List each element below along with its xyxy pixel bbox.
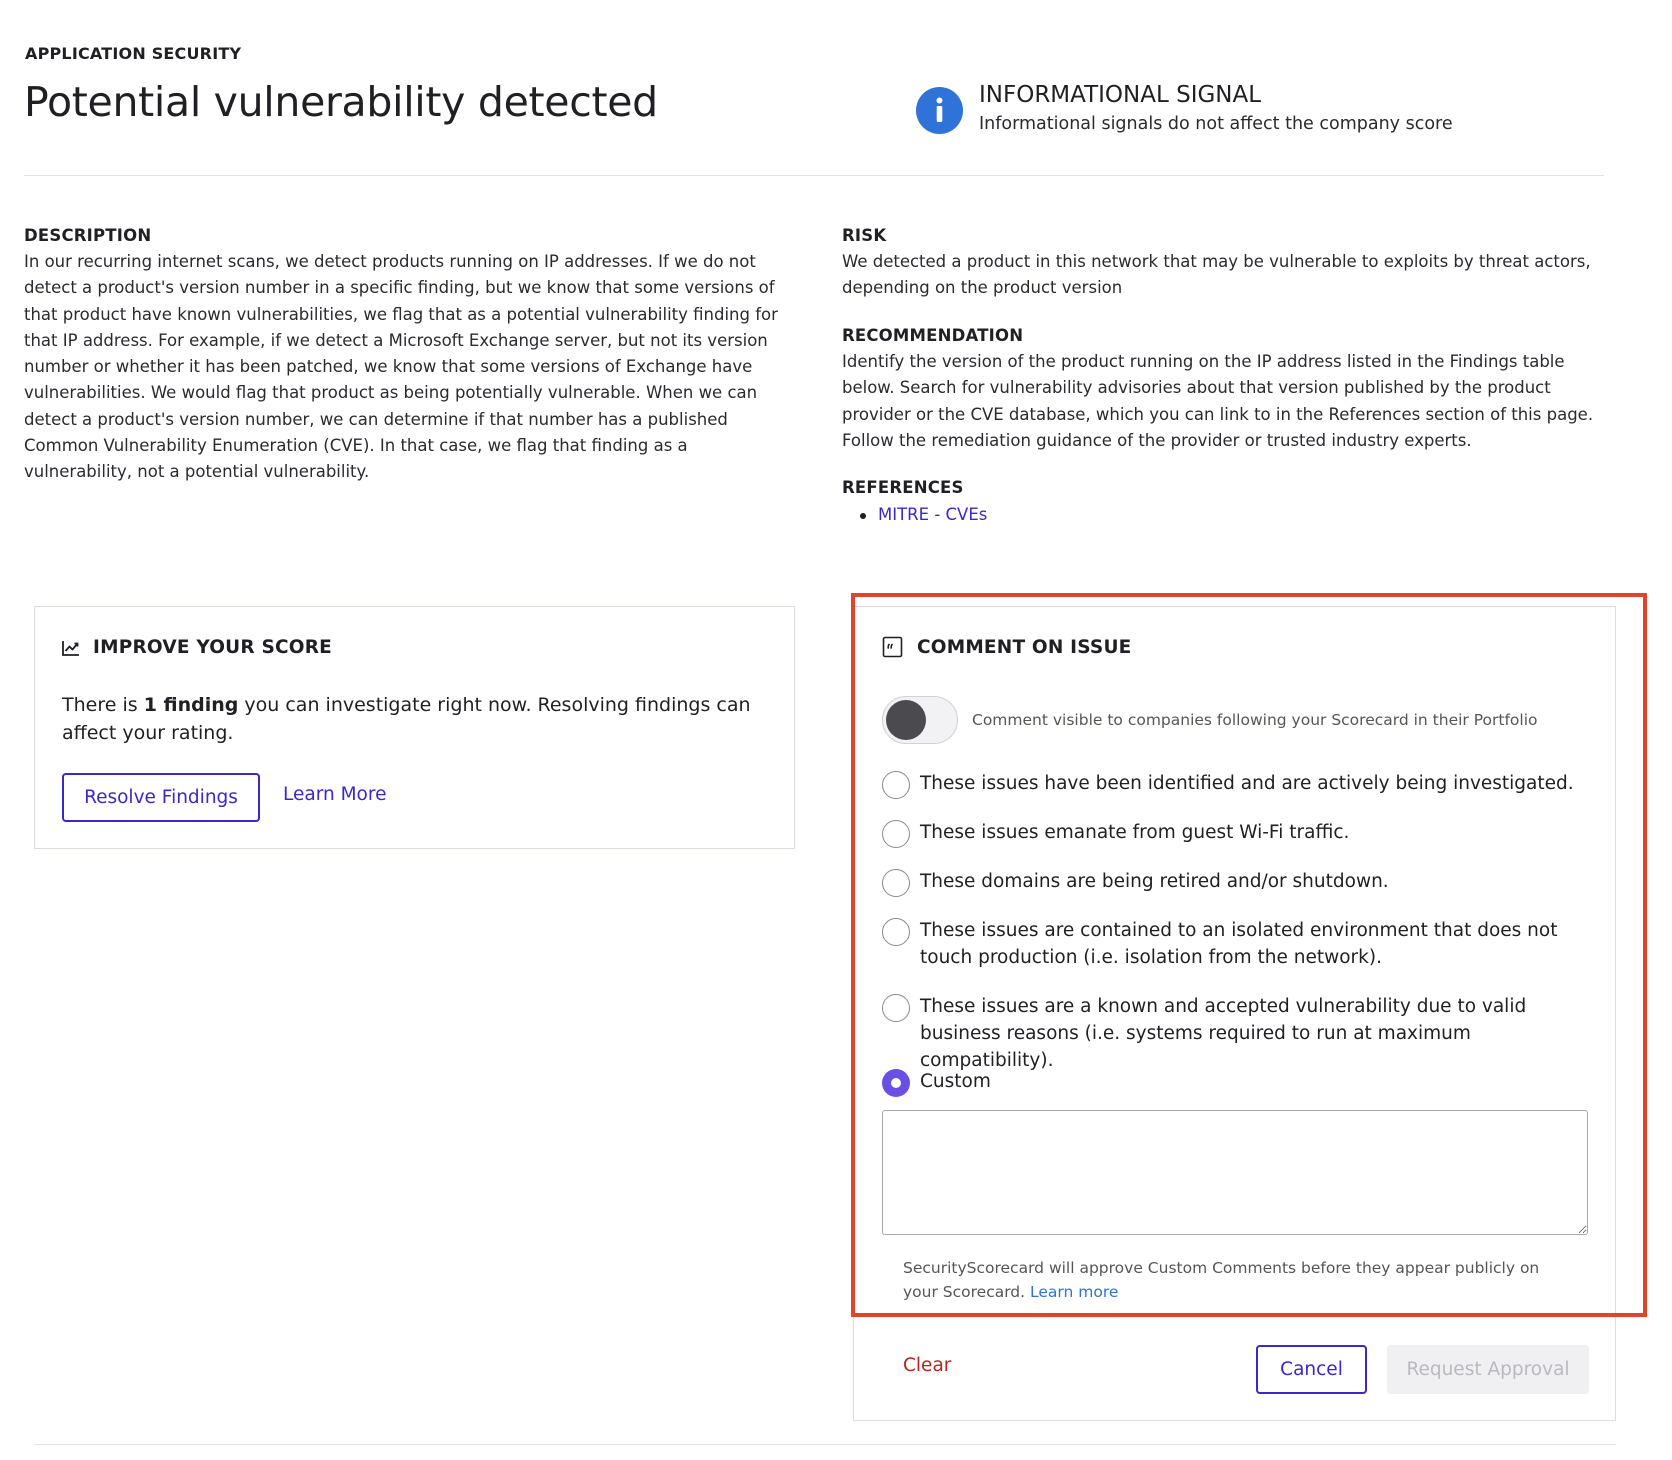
- improve-text-after: you can investigate right now. Resolving findings can affect your rating.: [62, 694, 751, 744]
- note-text: SecurityScorecard will approve Custom Comments before they appear publicly on your Scorecard.: [903, 1259, 1540, 1301]
- recommendation-heading: RECOMMENDATION: [842, 326, 1024, 345]
- visibility-toggle[interactable]: [882, 696, 958, 744]
- comment-option-label: These issues have been identified and are actively being investigated.: [920, 773, 1574, 794]
- custom-comment-input[interactable]: [882, 1110, 1588, 1235]
- risk-section: [842, 226, 1612, 302]
- comment-heading: COMMENT ON ISSUE: [917, 636, 1132, 658]
- description-section: [24, 226, 794, 486]
- page-category: APPLICATION SECURITY: [25, 44, 242, 63]
- radio-button[interactable]: [882, 820, 910, 848]
- resolve-findings-button[interactable]: Resolve Findings: [62, 773, 260, 822]
- comment-option-guest-wifi[interactable]: [882, 820, 1349, 848]
- recommendation-text: Identify the version of the product running on the IP address listed in the Findings table below. Search for vulnerability advisories about that version published by the product provider or the CVE database, which you can link to in the References section of this page. Follow the remediation guidance of the provider or trusted industry experts.: [842, 352, 1594, 450]
- risk-text: We detected a product in this network that may be vulnerable to exploits by threat actors, depending on the product version: [842, 252, 1591, 298]
- cancel-button[interactable]: Cancel: [1256, 1345, 1367, 1394]
- comment-option-custom[interactable]: [882, 1069, 991, 1097]
- request-approval-button[interactable]: Request Approval: [1387, 1345, 1589, 1394]
- references-heading: REFERENCES: [842, 478, 964, 497]
- footer-divider: [34, 1444, 1616, 1445]
- trend-chart-icon: [61, 639, 81, 657]
- visibility-toggle-label: Comment visible to companies following your Scorecard in their Portfolio: [972, 711, 1538, 729]
- improve-text-before: There is: [62, 694, 144, 716]
- signal-subtitle: Informational signals do not affect the company score: [979, 114, 1453, 134]
- header-divider: [24, 175, 1604, 176]
- comment-header: [882, 636, 1132, 658]
- comment-option-label: These issues emanate from guest Wi-Fi traffic.: [920, 822, 1350, 843]
- comment-option-accepted-risk[interactable]: [882, 994, 1592, 1074]
- finding-count: 1 finding: [143, 694, 239, 716]
- risk-heading: RISK: [842, 226, 887, 245]
- comment-option-label: These issues are a known and accepted vulnerability due to valid business reasons (i.e. systems required to run at maximum compatibility).: [920, 996, 1527, 1071]
- radio-button-selected[interactable]: [882, 1069, 910, 1097]
- comment-option-label: Custom: [920, 1071, 991, 1092]
- improve-score-text: [62, 691, 762, 747]
- improve-score-card: [34, 606, 795, 849]
- reference-item: [878, 503, 1612, 527]
- reference-link-mitre[interactable]: MITRE - CVEs: [878, 505, 988, 524]
- visibility-toggle-row: [882, 696, 1538, 744]
- comment-option-label: These issues are contained to an isolated environment that does not touch production (i.e. isolation from the network).: [920, 920, 1558, 968]
- improve-score-header: [61, 637, 332, 658]
- comment-option-domains-retired[interactable]: [882, 869, 1389, 897]
- comment-option-investigating[interactable]: [882, 771, 1574, 799]
- note-learn-more-link[interactable]: Learn more: [1030, 1283, 1119, 1301]
- radio-button[interactable]: [882, 918, 910, 946]
- page-title: Potential vulnerability detected: [24, 78, 658, 126]
- radio-button[interactable]: [882, 771, 910, 799]
- description-heading: DESCRIPTION: [24, 226, 152, 245]
- clear-button[interactable]: Clear: [903, 1355, 952, 1376]
- learn-more-link[interactable]: Learn More: [283, 784, 387, 805]
- quote-icon: [882, 636, 903, 658]
- improve-score-heading: IMPROVE YOUR SCORE: [93, 637, 333, 658]
- references-section: [842, 478, 1612, 527]
- references-list: [842, 503, 1612, 527]
- comment-option-isolated[interactable]: [882, 918, 1582, 971]
- radio-button[interactable]: [882, 869, 910, 897]
- info-icon: [916, 87, 963, 134]
- signal-title: INFORMATIONAL SIGNAL: [979, 82, 1262, 108]
- toggle-knob: [886, 700, 926, 740]
- description-text: In our recurring internet scans, we detect products running on IP addresses. If we do not detect a product's version number in a specific finding, but we know that some versions of that product have known vulnerabilities, we flag that as a potential vulnerability finding for that IP address. For example, if we detect a Microsoft Exchange server, but not its version number or whether it has been patched, we know that some versions of Exchange have vulnerabilities. We would flag that product as being potentially vulnerable. When we can detect a product's version number, we can determine if that number has a published Common Vulnerability Enumeration (CVE). In that case, we flag that finding as a vulnerability, not a potential vulnerability.: [24, 252, 778, 482]
- custom-comment-note: [903, 1256, 1563, 1304]
- recommendation-section: [842, 326, 1612, 454]
- comment-option-label: These domains are being retired and/or shutdown.: [920, 871, 1389, 892]
- radio-button[interactable]: [882, 994, 910, 1022]
- signal-badge: [916, 84, 1453, 136]
